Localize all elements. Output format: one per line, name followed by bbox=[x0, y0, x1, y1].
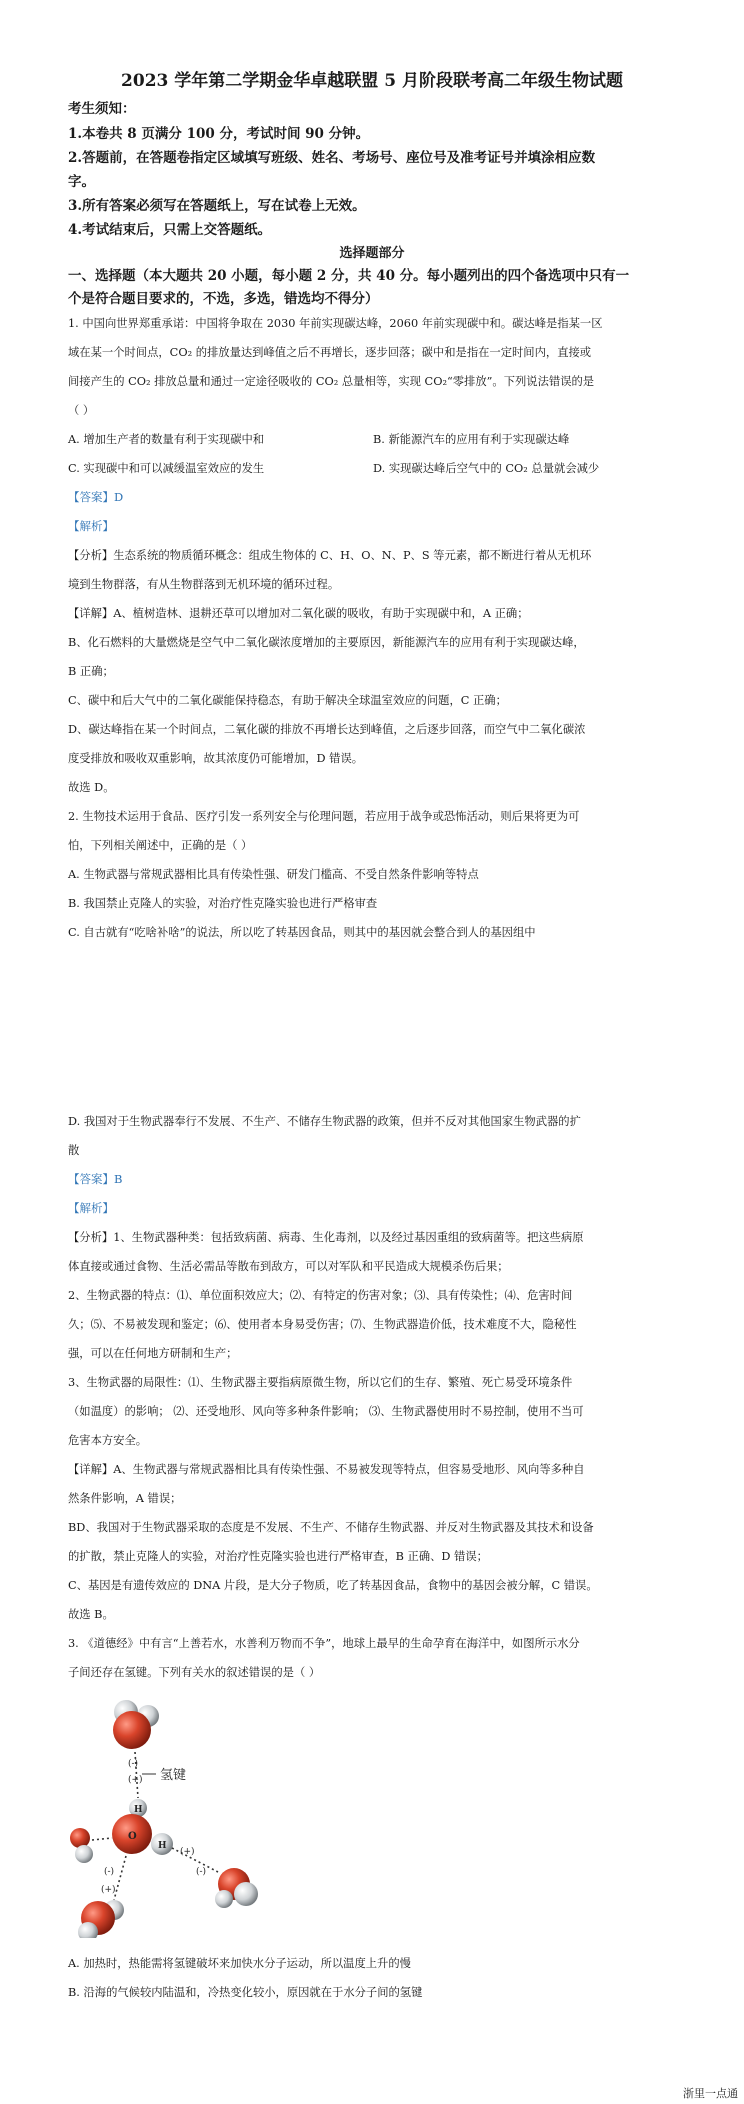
q2-explain: 【详解】A、生物武器与常规武器相比具有传染性强、不易被发现等特点，但容易受地形、风向等多种自 bbox=[68, 1463, 585, 1476]
q2-option-c: C. 自古就有“吃啥补啥”的说法，所以吃了转基因食品，则其中的基因就会整合到人的基因组中 bbox=[68, 926, 536, 939]
page-title: 2023 学年第二学期金华卓越联盟 5 月阶段联考高二年级生物试题 bbox=[121, 71, 623, 91]
water-molecule-top bbox=[113, 1700, 159, 1749]
q3-option-b: B. 沿海的气候较内陆温和，冷热变化较小，原因就在于水分子间的氢键 bbox=[68, 1986, 423, 1999]
q1-explain: B 正确； bbox=[68, 665, 114, 678]
q2-stem: 怕，下列相关阐述中，正确的是（ ） bbox=[68, 839, 253, 852]
atom-label-h: H bbox=[158, 1841, 167, 1851]
q2-option-a: A. 生物武器与常规武器相比具有传染性强、研发门槛高、不受自然条件影响等特点 bbox=[68, 868, 479, 881]
q2-explain: BD、我国对于生物武器采取的态度是不发展、不生产、不储存生物武器、并反对生物武器及其技术和设备 bbox=[68, 1521, 594, 1534]
q2-explain: 【分析】1、生物武器种类：包括致病菌、病毒、生化毒剂，以及经过基因重组的致病菌等。把这些病原 bbox=[68, 1231, 584, 1244]
q2-option-b: B. 我国禁止克隆人的实验，对治疗性克隆实验也进行严格审查 bbox=[68, 897, 378, 910]
q1-option-b: B. 新能源汽车的应用有利于实现碳达峰 bbox=[373, 433, 570, 446]
water-molecule-right bbox=[215, 1868, 258, 1908]
q1-stem: 间接产生的 CO₂ 排放总量和通过一定途径吸收的 CO₂ 总量相等，实现 CO₂“零排放”。下列说法错误的是 bbox=[68, 375, 595, 388]
q2-option-d-cont: 散 bbox=[68, 1144, 80, 1157]
q2-explain: 的扩散，禁止克隆人的实验，对治疗性克隆实验也进行严格审查，B 正确、D 错误； bbox=[68, 1550, 488, 1563]
q3-stem: 3. 《道德经》中有言“上善若水，水善利万物而不争”，地球上最早的生命孕育在海洋中，如图所示水分 bbox=[68, 1637, 580, 1650]
q1-explain: B、化石燃料的大量燃烧是空气中二氧化碳浓度增加的主要原因，新能源汽车的应用有利于实现碳达峰， bbox=[68, 636, 585, 649]
notice-item: 字。 bbox=[68, 174, 95, 190]
q1-explain: D、碳达峰指在某一个时间点，二氧化碳的排放不再增长达到峰值，之后逐步回落，而空气中二氧化碳浓 bbox=[68, 723, 586, 736]
q2-explain: 强，可以在任何地方研制和生产； bbox=[68, 1347, 238, 1360]
q2-analysis-label: 【解析】 bbox=[68, 1201, 114, 1215]
q2-explain: （如温度）的影响； ⑵、还受地形、风向等多种条件影响； ⑶、生物武器使用时不易控制，使用不当可 bbox=[68, 1405, 584, 1418]
q1-stem: 1. 中国向世界郑重承诺：中国将争取在 2030 年前实现碳达峰，2060 年前实现碳中和。碳达峰是指某一区 bbox=[68, 317, 603, 330]
q1-stem: （ ） bbox=[68, 404, 95, 417]
section-title: 选择题部分 bbox=[339, 246, 405, 261]
q1-explain: 【分析】生态系统的物质循环概念：组成生物体的 C、H、O、N、P、S 等元素，都不断进行着从无机环 bbox=[68, 549, 592, 562]
notice-item: 3.所有答案必须写在答题纸上，写在试卷上无效。 bbox=[68, 198, 366, 214]
q1-explain: 故选 D。 bbox=[68, 781, 115, 794]
q1-explain: 【详解】A、植树造林、退耕还草可以增加对二氧化碳的吸收，有助于实现碳中和，A 正确； bbox=[68, 607, 529, 620]
water-molecule-center bbox=[112, 1799, 173, 1855]
q2-option-d: D. 我国对于生物武器奉行不发展、不生产、不储存生物武器的政策，但并不反对其他国家生物武器的扩 bbox=[68, 1115, 581, 1128]
notice-heading: 考生须知： bbox=[68, 101, 136, 117]
q2-explain: 久；⑸、不易被发现和鉴定；⑹、使用者本身易受伤害；⑺、生物武器造价低，技术难度不大，隐秘性 bbox=[68, 1318, 577, 1331]
part-heading: 个是符合题目要求的，不选，多选，错选均不得分） bbox=[68, 291, 379, 307]
hydrogen-bond-label: 氢键 bbox=[160, 1768, 187, 1783]
charge-label: (-) bbox=[196, 1867, 207, 1877]
q1-explain: 度受排放和吸收双重影响，故其浓度仍可能增加，D 错误。 bbox=[68, 752, 364, 765]
notice-item: 1.本卷共 8 页满分 100 分，考试时间 90 分钟。 bbox=[68, 126, 370, 142]
q2-explain: 危害本方安全。 bbox=[68, 1434, 148, 1447]
water-molecule-left bbox=[70, 1828, 93, 1863]
q2-explain: 然条件影响，A 错误； bbox=[68, 1492, 182, 1505]
q1-answer: 【答案】D bbox=[68, 490, 124, 504]
charge-label: (-) bbox=[128, 1759, 139, 1769]
atom-label-h: H bbox=[134, 1805, 143, 1815]
q1-option-d: D. 实现碳达峰后空气中的 CO₂ 总量就会减少 bbox=[373, 462, 600, 475]
q3-stem: 子间还存在氢键。下列有关水的叙述错误的是（ ） bbox=[68, 1666, 321, 1679]
q2-explain: C、基因是有遗传效应的 DNA 片段，是大分子物质，吃了转基因食品，食物中的基因会被分解，C 错误。 bbox=[68, 1579, 598, 1592]
q1-explain: C、碳中和后大气中的二氧化碳能保持稳态，有助于解决全球温室效应的问题，C 正确； bbox=[68, 694, 507, 707]
notice-item: 4.考试结束后，只需上交答题纸。 bbox=[68, 222, 272, 238]
q2-explain: 故选 B。 bbox=[68, 1608, 114, 1621]
atom-label-o: O bbox=[128, 1831, 137, 1842]
part-heading: 一、选择题（本大题共 20 小题，每小题 2 分，共 40 分。每小题列出的四个备选项中只有一 bbox=[68, 268, 630, 284]
q2-explain: 2、生物武器的特点：⑴、单位面积效应大；⑵、有特定的伤害对象；⑶、具有传染性；⑷、危害时间 bbox=[68, 1289, 573, 1302]
q2-explain: 3、生物武器的局限性：⑴、生物武器主要指病原微生物，所以它们的生存、繁殖、死亡易受环境条件 bbox=[68, 1376, 573, 1389]
charge-label: (-) bbox=[104, 1867, 115, 1877]
charge-label: (+) bbox=[128, 1775, 143, 1785]
water-hydrogen-bond-figure bbox=[68, 1688, 298, 1938]
q2-answer: 【答案】B bbox=[68, 1172, 123, 1186]
q1-explain: 境到生物群落，有从生物群落到无机环境的循环过程。 bbox=[68, 578, 340, 591]
water-molecule-bottom bbox=[78, 1900, 124, 1938]
q1-option-c: C. 实现碳中和可以减缓温室效应的发生 bbox=[68, 462, 265, 475]
footer-watermark: 浙里一点通 bbox=[683, 2087, 738, 2100]
q1-stem: 域在某一个时间点，CO₂ 的排放量达到峰值之后不再增长，逐步回落；碳中和是指在一定时间内，直接或 bbox=[68, 346, 592, 359]
q1-analysis-label: 【解析】 bbox=[68, 519, 114, 533]
q2-explain: 体直接或通过食物、生活必需品等散布到敌方，可以对军队和平民造成大规模杀伤后果； bbox=[68, 1260, 509, 1273]
charge-label: (+) bbox=[180, 1847, 195, 1857]
q3-option-a: A. 加热时，热能需将氢键破坏来加快水分子运动，所以温度上升的慢 bbox=[68, 1957, 411, 1970]
q2-stem: 2. 生物技术运用于食品、医疗引发一系列安全与伦理问题，若应用于战争或恐怖活动，则后果将更为可 bbox=[68, 810, 580, 823]
charge-label: (+) bbox=[101, 1885, 116, 1895]
notice-item: 2.答题前，在答题卷指定区域填写班级、姓名、考场号、座位号及准考证号并填涂相应数 bbox=[68, 150, 596, 166]
q1-option-a: A. 增加生产者的数量有利于实现碳中和 bbox=[68, 433, 265, 446]
